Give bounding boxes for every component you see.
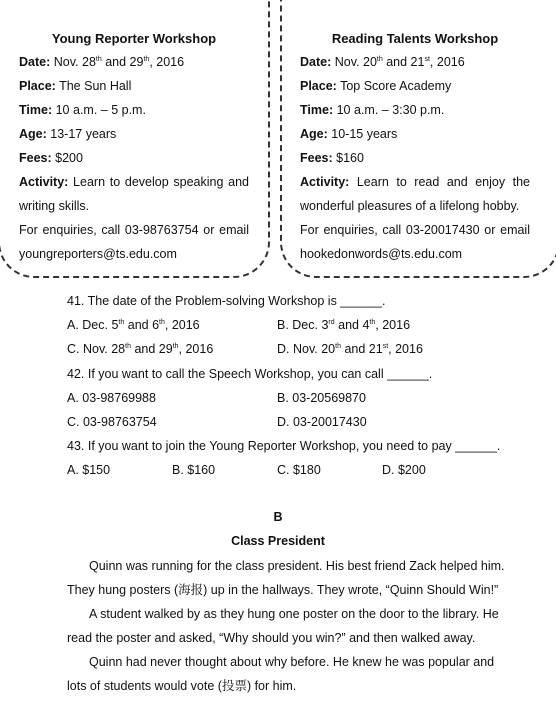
date-line [19,54,184,70]
date-label: Date: [300,55,332,69]
activity-line [19,174,249,190]
section-letter: B [273,510,283,524]
enquiry-line: For enquiries, call 03-98763754 or email [19,223,249,237]
paragraph-line: Quinn was running for the class president. His best friend Zack helped him. [89,559,505,573]
q42-option-d[interactable]: D. 03-20017430 [277,415,367,429]
place-line [300,78,451,94]
age-value: 13-17 years [50,127,117,141]
activity-value: Learn to read and enjoy the [356,175,530,189]
fees-label: Fees: [19,151,52,165]
date-value: Nov. 28th and 29th, 2016 [53,55,185,69]
place-value: The Sun Hall [59,79,132,93]
email-address: hookedonwords@ts.edu.com [300,247,463,261]
q41-option-c[interactable]: C. Nov. 28th and 29th, 2016 [67,342,214,356]
age-label: Age: [300,127,328,141]
age-label: Age: [19,127,47,141]
activity-label: Activity: [19,175,69,189]
q41-option-b[interactable]: B. Dec. 3rd and 4th, 2016 [277,318,411,332]
paragraph-line: They hung posters (海报) up in the hallways. They wrote, “Quinn Should Win!” [67,583,499,597]
place-value: Top Score Academy [340,79,452,93]
fees-value: $160 [336,151,364,165]
activity-value: Learn to develop speaking and [73,175,249,189]
question-42: 42. If you want to call the Speech Workshop, you can call ______. [67,367,433,381]
paragraph-line: A student walked by as they hung one poster on the door to the library. He [89,607,499,621]
fees-value: $200 [55,151,83,165]
q42-option-a[interactable]: A. 03-98769988 [67,391,156,405]
enquiry-line: For enquiries, call 03-20017430 or email [300,223,530,237]
email-address: youngreporters@ts.edu.com [19,247,177,261]
q41-option-d[interactable]: D. Nov. 20th and 21st, 2016 [277,342,423,356]
paragraph-line: read the poster and asked, “Why should you win?” and then walked away. [67,631,476,645]
q43-option-c[interactable]: C. $180 [277,463,321,477]
place-line [19,78,131,94]
card-title: Young Reporter Workshop [51,31,217,46]
time-line [300,102,444,118]
date-value: Nov. 20th and 21st, 2016 [334,55,465,69]
time-label: Time: [19,103,53,117]
question-41: 41. The date of the Problem-solving Workshop is ______. [67,294,386,308]
date-label: Date: [19,55,51,69]
q43-option-b[interactable]: B. $160 [172,463,216,477]
activity-label: Activity: [300,175,350,189]
card-title: Reading Talents Workshop [331,31,499,46]
age-value: 10-15 years [331,127,398,141]
q43-option-a[interactable]: A. $150 [67,463,111,477]
fees-line [300,150,364,166]
age-line [19,126,116,142]
paragraph-line: lots of students would vote (投票) for him. [67,679,297,693]
fees-line [19,150,83,166]
q41-option-a[interactable]: A. Dec. 5th and 6th, 2016 [67,318,200,332]
time-value: 10 a.m. – 5 p.m. [55,103,146,117]
age-line [300,126,397,142]
q42-option-c[interactable]: C. 03-98763754 [67,415,157,429]
activity-line-2: wonderful pleasures of a lifelong hobby. [300,199,520,213]
date-line [300,54,465,70]
question-43: 43. If you want to join the Young Reporter Workshop, you need to pay ______. [67,439,501,453]
place-label: Place: [300,79,337,93]
place-label: Place: [19,79,56,93]
q43-option-d[interactable]: D. $200 [382,463,426,477]
time-label: Time: [300,103,334,117]
passage-title: Class President [231,534,325,548]
activity-line-2: writing skills. [19,199,90,213]
fees-label: Fees: [300,151,333,165]
time-value: 10 a.m. – 3:30 p.m. [336,103,445,117]
time-line [19,102,146,118]
q42-option-b[interactable]: B. 03-20569870 [277,391,366,405]
paragraph-line: Quinn had never thought about why before. He knew he was popular and [89,655,495,669]
activity-line [300,174,530,190]
